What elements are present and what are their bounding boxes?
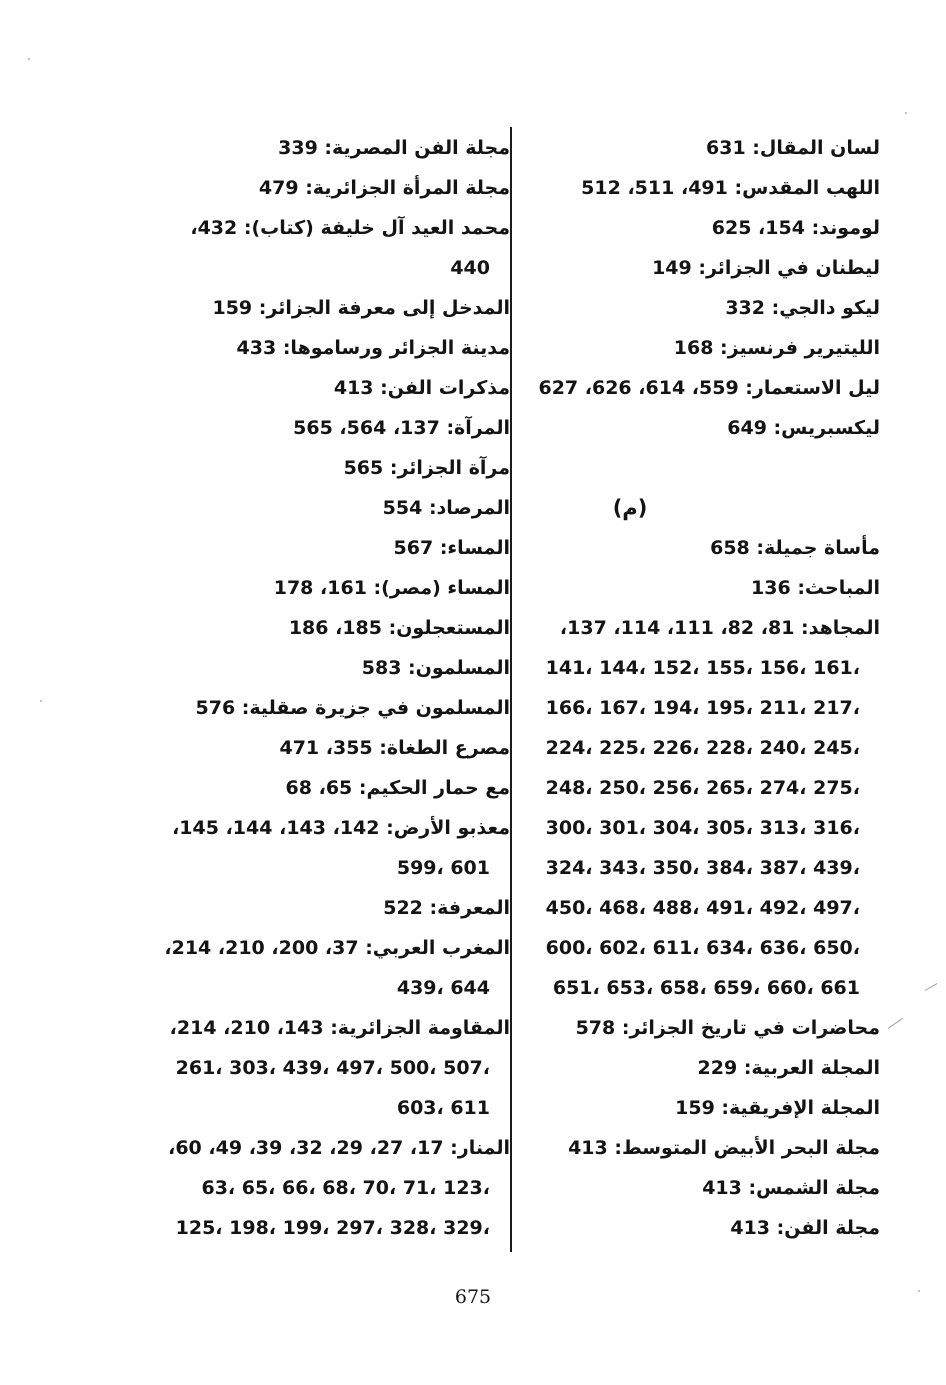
- index-entry: المنار: 17، 27، 29، 32، 39، 49، 60،: [168, 1137, 510, 1159]
- index-entry-continuation: 603، 611: [396, 1097, 490, 1119]
- index-entry-continuation: 439، 644: [396, 977, 490, 999]
- index-entry: المجاهد: 81، 82، 111، 114، 137،: [559, 617, 880, 639]
- index-entry: ليطنان في الجزائر: 149: [652, 257, 880, 279]
- index-entry: اللهب المقدس: 491، 511، 512: [581, 177, 880, 199]
- index-entry: مذكرات الفن: 413: [333, 377, 510, 399]
- index-entry: المدخل إلى معرفة الجزائر: 159: [212, 297, 510, 319]
- index-entry: لسان المقال: 631: [706, 137, 880, 159]
- index-entry-continuation: 450، 468، 488، 491، 492، 497،: [545, 897, 860, 919]
- index-entry-continuation: 248، 250، 256، 265، 274، 275،: [545, 777, 860, 799]
- left-index-column: [125, 128, 510, 1248]
- index-entry: مع حمار الحكيم: 65، 68: [285, 777, 510, 799]
- index-entry: الليتيرير فرنسيز: 168: [673, 337, 880, 359]
- index-entry-continuation: 261، 303، 439، 497، 500، 507،: [175, 1057, 490, 1079]
- index-entry-continuation: 224، 225، 226، 228، 240، 245،: [545, 737, 860, 759]
- index-entry: المجلة الإفريقية: 159: [675, 1097, 880, 1119]
- index-entry: ليل الاستعمار: 559، 614، 626، 627: [538, 377, 880, 399]
- index-entry-continuation: 600، 602، 611، 634، 636، 650،: [545, 937, 860, 959]
- index-entry: المستعجلون: 185، 186: [288, 617, 510, 639]
- index-entry-continuation: 440: [450, 257, 490, 279]
- scan-mark: [925, 983, 938, 991]
- index-entry-continuation: 324، 343، 350، 384، 387، 439،: [545, 857, 860, 879]
- index-entry: مجلة الشمس: 413: [702, 1177, 880, 1199]
- scan-speck: [40, 700, 42, 702]
- index-entry-continuation: 125، 198، 199، 297، 328، 329،: [175, 1217, 490, 1239]
- index-entry-continuation: 651، 653، 658، 659، 660، 661: [552, 977, 860, 999]
- scan-speck: [905, 112, 907, 114]
- index-entry: المسلمون: 583: [361, 657, 510, 679]
- index-entry: المسلمون في جزيرة صقلية: 576: [195, 697, 510, 719]
- index-entry: المساء (مصر): 161، 178: [273, 577, 510, 599]
- index-entry-continuation: 63، 65، 66، 68، 70، 71، 123،: [201, 1177, 490, 1199]
- section-letter-heading: (م): [612, 496, 648, 520]
- index-entry: محاضرات في تاريخ الجزائر: 578: [575, 1017, 880, 1039]
- index-entry-continuation: 599، 601: [396, 857, 490, 879]
- index-entry: المقاومة الجزائرية: 143، 210، 214،: [169, 1017, 510, 1039]
- index-entry: مصرع الطغاة: 355، 471: [279, 737, 510, 759]
- index-entry: مجلة البحر الأبيض المتوسط: 413: [568, 1137, 880, 1159]
- index-entry: المجلة العربية: 229: [697, 1057, 880, 1079]
- index-entry-continuation: 166، 167، 194، 195، 211، 217،: [545, 697, 860, 719]
- index-entry: معذبو الأرض: 142، 143، 144، 145،: [172, 817, 510, 839]
- index-entry: مجلة الفن: 413: [730, 1217, 880, 1239]
- index-entry: مدينة الجزائر ورساموها: 433: [236, 337, 510, 359]
- scan-speck: [28, 58, 30, 60]
- index-entry: المرآة: 137، 564، 565: [293, 417, 510, 439]
- index-entry: المرصاد: 554: [382, 497, 510, 519]
- scan-mark: [888, 1018, 903, 1029]
- index-entry: المغرب العربي: 37، 200، 210، 214،: [164, 937, 510, 959]
- index-entry-continuation: 141، 144، 152، 155، 156، 161،: [545, 657, 860, 679]
- index-entry: المباحث: 136: [751, 577, 880, 599]
- index-entry: مأساة جميلة: 658: [710, 537, 880, 559]
- index-entry: ليكسبريس: 649: [727, 417, 880, 439]
- right-index-column: [480, 128, 880, 1248]
- index-entry: لوموند: 154، 625: [711, 217, 880, 239]
- index-entry: المعرفة: 522: [383, 897, 510, 919]
- index-entry: المساء: 567: [393, 537, 510, 559]
- index-entry: مجلة الفن المصرية: 339: [278, 137, 510, 159]
- index-entry-continuation: 300، 301، 304، 305، 313، 316،: [545, 817, 860, 839]
- page-number: 675: [454, 1286, 492, 1308]
- index-entry: مجلة المرأة الجزائرية: 479: [258, 177, 510, 199]
- index-entry: مرآة الجزائر: 565: [343, 457, 510, 479]
- scan-speck: [918, 1290, 920, 1292]
- index-entry: ليكو دالجي: 332: [725, 297, 880, 319]
- section-spacer: [480, 448, 880, 488]
- column-divider: [510, 127, 512, 1252]
- index-entry: محمد العيد آل خليفة (كتاب): 432،: [190, 217, 510, 239]
